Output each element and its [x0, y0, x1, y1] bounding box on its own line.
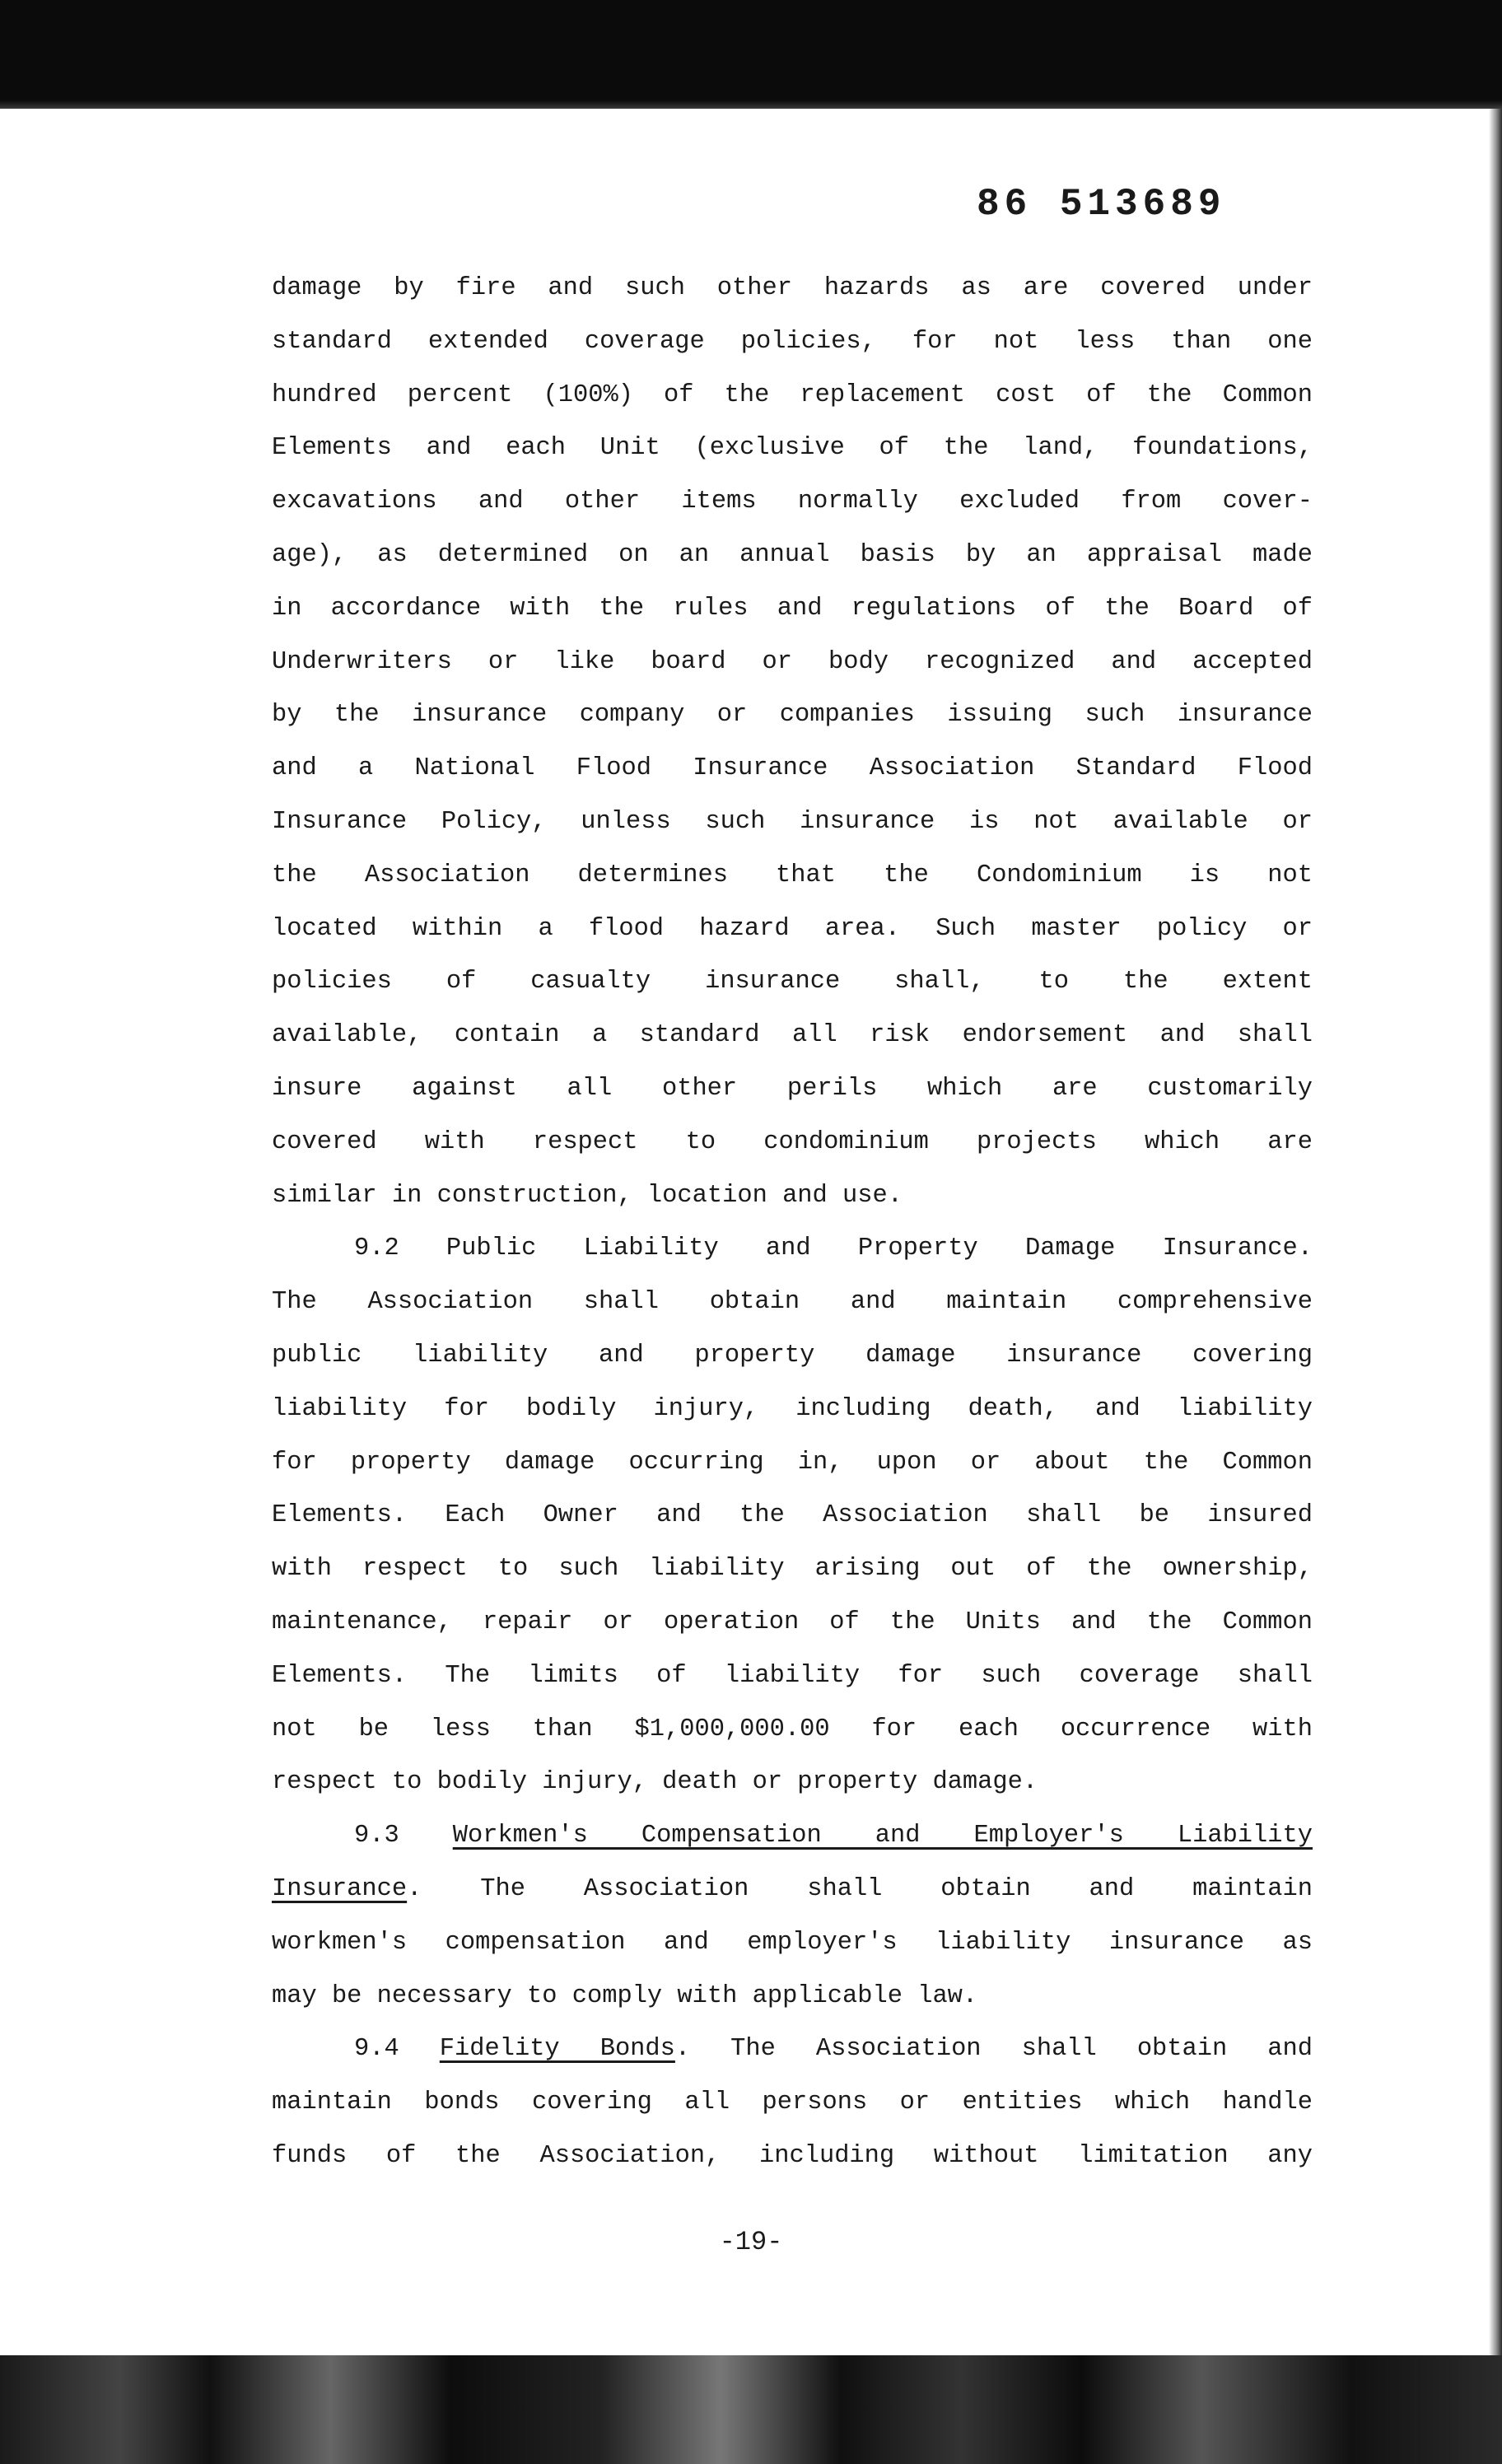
scan-border-top [0, 0, 1502, 109]
document-id: 86 513689 [977, 183, 1226, 226]
section-title: Fidelity Bonds [439, 2035, 675, 2064]
text-line: maintenance, repair or operation of the Units and the Common [272, 1608, 1313, 1636]
text-line: covered with respect to condominium projects which are [272, 1127, 1313, 1156]
page-number: -19- [719, 2227, 783, 2257]
text-line: respect to bodily injury, death or property damage. [272, 1768, 1038, 1797]
section-9-3-heading [272, 1809, 1313, 1863]
section-9-4-heading [272, 2023, 1313, 2076]
text-line: Underwriters or like board or body recognized and accepted [272, 647, 1313, 676]
text-line: damage by fire and such other hazards as are covered under [272, 274, 1313, 302]
text-line: with respect to such liability arising out of the ownership, [272, 1555, 1313, 1584]
text-line: and a National Flood Insurance Association Standard Flood [272, 754, 1313, 783]
text-line: liability for bodily injury, including death, and liability [272, 1394, 1313, 1423]
section-text: . The Association shall obtain and maintain [407, 1874, 1313, 1903]
text-line [272, 1863, 1313, 1916]
text-line: Elements and each Unit (exclusive of the land, foundations, [272, 434, 1313, 463]
text-line: maintain bonds covering all persons or entities which handle [272, 2088, 1313, 2117]
section-number: 9.4 [354, 2035, 399, 2064]
text-line: for property damage occurring in, upon or about the Common [272, 1448, 1313, 1477]
section-title: Insurance [272, 1874, 408, 1903]
text-line: similar in construction, location and use. [272, 1181, 903, 1210]
text-line: hundred percent (100%) of the replacement cost of the Common [272, 380, 1313, 409]
text-line: standard extended coverage policies, for not less than one [272, 327, 1313, 356]
text-line: workmen's compensation and employer's liability insurance as [272, 1928, 1313, 1957]
text-line: may be necessary to comply with applicable law. [272, 1981, 978, 2010]
text-line: not be less than $1,000,000.00 for each occurrence with [272, 1715, 1313, 1743]
text-line: age), as determined on an annual basis by an appraisal made [272, 540, 1313, 569]
document-body [272, 262, 1313, 2183]
section-number: 9.3 [354, 1822, 399, 1850]
text-line: Elements. The limits of liability for such coverage shall [272, 1661, 1313, 1690]
section-text: . The Association shall obtain and [674, 2035, 1313, 2064]
text-line: insure against all other perils which are customarily [272, 1074, 1313, 1103]
text-line: Insurance Policy, unless such insurance is not available or [272, 807, 1313, 836]
text-line: public liability and property damage insurance covering [272, 1341, 1313, 1370]
text-line: by the insurance company or companies issuing such insurance [272, 701, 1313, 730]
text-line: policies of casualty insurance shall, to the extent [272, 968, 1313, 996]
section-title: Workmen's Compensation and Employer's Liability [452, 1822, 1313, 1850]
text-line: The Association shall obtain and maintain comprehensive [272, 1288, 1313, 1317]
text-line: funds of the Association, including without limitation any [272, 2141, 1313, 2170]
text-line: located within a flood hazard area. Such master policy or [272, 914, 1313, 943]
text-line: in accordance with the rules and regulations of the Board of [272, 594, 1313, 623]
scan-border-right [1489, 109, 1502, 2355]
scan-border-bottom [0, 2355, 1502, 2464]
text-line: excavations and other items normally excluded from cover- [272, 488, 1313, 516]
text-line: Elements. Each Owner and the Association shall be insured [272, 1501, 1313, 1530]
section-9-2-heading: 9.2 Public Liability and Property Damage Insurance. [354, 1234, 1313, 1263]
text-line: available, contain a standard all risk endorsement and shall [272, 1021, 1313, 1050]
text-line: the Association determines that the Condominium is not [272, 861, 1313, 889]
